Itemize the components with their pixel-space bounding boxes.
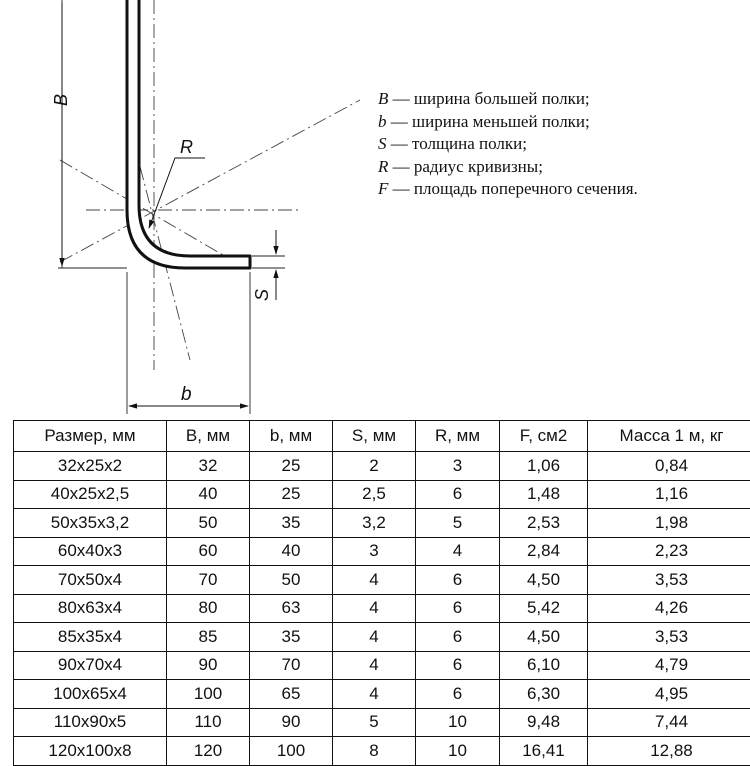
cell-R: 4 [416, 537, 500, 566]
cell-mass: 4,95 [588, 680, 750, 709]
cell-B: 60 [167, 537, 250, 566]
cell-b: 90 [250, 708, 333, 737]
label-R: R [180, 137, 193, 157]
symbol-legend [378, 88, 638, 201]
angle-profile [127, 0, 250, 268]
cell-b: 25 [250, 480, 333, 509]
cell-S: 8 [333, 737, 416, 766]
cell-mass: 1,16 [588, 480, 750, 509]
cell-S: 3 [333, 537, 416, 566]
cell-b: 100 [250, 737, 333, 766]
legend-line-B: B — ширина большей полки; [378, 88, 638, 111]
cell-b: 25 [250, 452, 333, 481]
cell-F: 5,42 [500, 594, 588, 623]
header-mass: Масса 1 м, кг [588, 421, 750, 452]
cell-b: 50 [250, 566, 333, 595]
cell-mass: 12,88 [588, 737, 750, 766]
table-row [14, 480, 750, 509]
header-S: S, мм [333, 421, 416, 452]
cell-R: 5 [416, 509, 500, 538]
table-row [14, 651, 750, 680]
cell-S: 3,2 [333, 509, 416, 538]
cell-size: 50x35x3,2 [14, 509, 167, 538]
legend-line-F: F — площадь поперечного сечения. [378, 178, 638, 201]
dimensions-table [13, 420, 750, 766]
cell-size: 70x50x4 [14, 566, 167, 595]
table-row [14, 566, 750, 595]
cell-size: 120x100x8 [14, 737, 167, 766]
cell-R: 6 [416, 566, 500, 595]
header-b: b, мм [250, 421, 333, 452]
table-row [14, 680, 750, 709]
cell-size: 110x90x5 [14, 708, 167, 737]
table-row [14, 737, 750, 766]
cell-B: 32 [167, 452, 250, 481]
cell-F: 4,50 [500, 623, 588, 652]
cell-mass: 3,53 [588, 566, 750, 595]
cell-size: 32x25x2 [14, 452, 167, 481]
table-row [14, 594, 750, 623]
cell-S: 4 [333, 566, 416, 595]
cell-b: 35 [250, 623, 333, 652]
dimension-lines [62, 2, 276, 406]
cell-mass: 1,98 [588, 509, 750, 538]
cell-F: 1,06 [500, 452, 588, 481]
cell-B: 50 [167, 509, 250, 538]
cell-R: 6 [416, 651, 500, 680]
header-size: Размер, мм [14, 421, 167, 452]
header-F: F, см2 [500, 421, 588, 452]
cell-B: 100 [167, 680, 250, 709]
cell-mass: 4,79 [588, 651, 750, 680]
label-B: B [51, 94, 71, 106]
cell-b: 70 [250, 651, 333, 680]
cell-mass: 3,53 [588, 623, 750, 652]
cell-b: 40 [250, 537, 333, 566]
table-row [14, 509, 750, 538]
cell-size: 60x40x3 [14, 537, 167, 566]
cell-mass: 7,44 [588, 708, 750, 737]
cell-size: 80x63x4 [14, 594, 167, 623]
cell-size: 40x25x2,5 [14, 480, 167, 509]
cell-mass: 0,84 [588, 452, 750, 481]
cell-F: 6,30 [500, 680, 588, 709]
cell-B: 70 [167, 566, 250, 595]
cell-R: 10 [416, 737, 500, 766]
legend-line-R: R — радиус кривизны; [378, 156, 638, 179]
cell-S: 2 [333, 452, 416, 481]
cell-F: 6,10 [500, 651, 588, 680]
header-R: R, мм [416, 421, 500, 452]
table-row [14, 452, 750, 481]
cell-size: 85x35x4 [14, 623, 167, 652]
cell-F: 4,50 [500, 566, 588, 595]
table-row [14, 537, 750, 566]
cell-B: 85 [167, 623, 250, 652]
cell-F: 1,48 [500, 480, 588, 509]
cell-R: 6 [416, 680, 500, 709]
center-lines [60, 0, 360, 370]
cell-R: 6 [416, 623, 500, 652]
cell-B: 110 [167, 708, 250, 737]
cell-S: 2,5 [333, 480, 416, 509]
cell-F: 9,48 [500, 708, 588, 737]
legend-line-S: S — толщина полки; [378, 133, 638, 156]
legend-line-b: b — ширина меньшей полки; [378, 111, 638, 134]
cell-S: 5 [333, 708, 416, 737]
cell-R: 3 [416, 452, 500, 481]
cell-size: 90x70x4 [14, 651, 167, 680]
cell-F: 2,53 [500, 509, 588, 538]
table-header-row [14, 421, 750, 452]
label-S: S [252, 289, 272, 301]
cell-b: 35 [250, 509, 333, 538]
cell-b: 63 [250, 594, 333, 623]
cell-R: 10 [416, 708, 500, 737]
cell-B: 80 [167, 594, 250, 623]
cell-size: 100x65x4 [14, 680, 167, 709]
cell-S: 4 [333, 594, 416, 623]
cell-F: 16,41 [500, 737, 588, 766]
table-row [14, 623, 750, 652]
cell-F: 2,84 [500, 537, 588, 566]
cell-b: 65 [250, 680, 333, 709]
cell-B: 90 [167, 651, 250, 680]
cell-S: 4 [333, 680, 416, 709]
cell-R: 6 [416, 594, 500, 623]
cell-B: 120 [167, 737, 250, 766]
table-row [14, 708, 750, 737]
cell-B: 40 [167, 480, 250, 509]
cell-R: 6 [416, 480, 500, 509]
cell-S: 4 [333, 623, 416, 652]
header-B: B, мм [167, 421, 250, 452]
radius-leader [149, 158, 205, 228]
cell-mass: 2,23 [588, 537, 750, 566]
extension-lines [58, 0, 285, 414]
cell-S: 4 [333, 651, 416, 680]
cell-mass: 4,26 [588, 594, 750, 623]
label-b: b [181, 384, 192, 405]
